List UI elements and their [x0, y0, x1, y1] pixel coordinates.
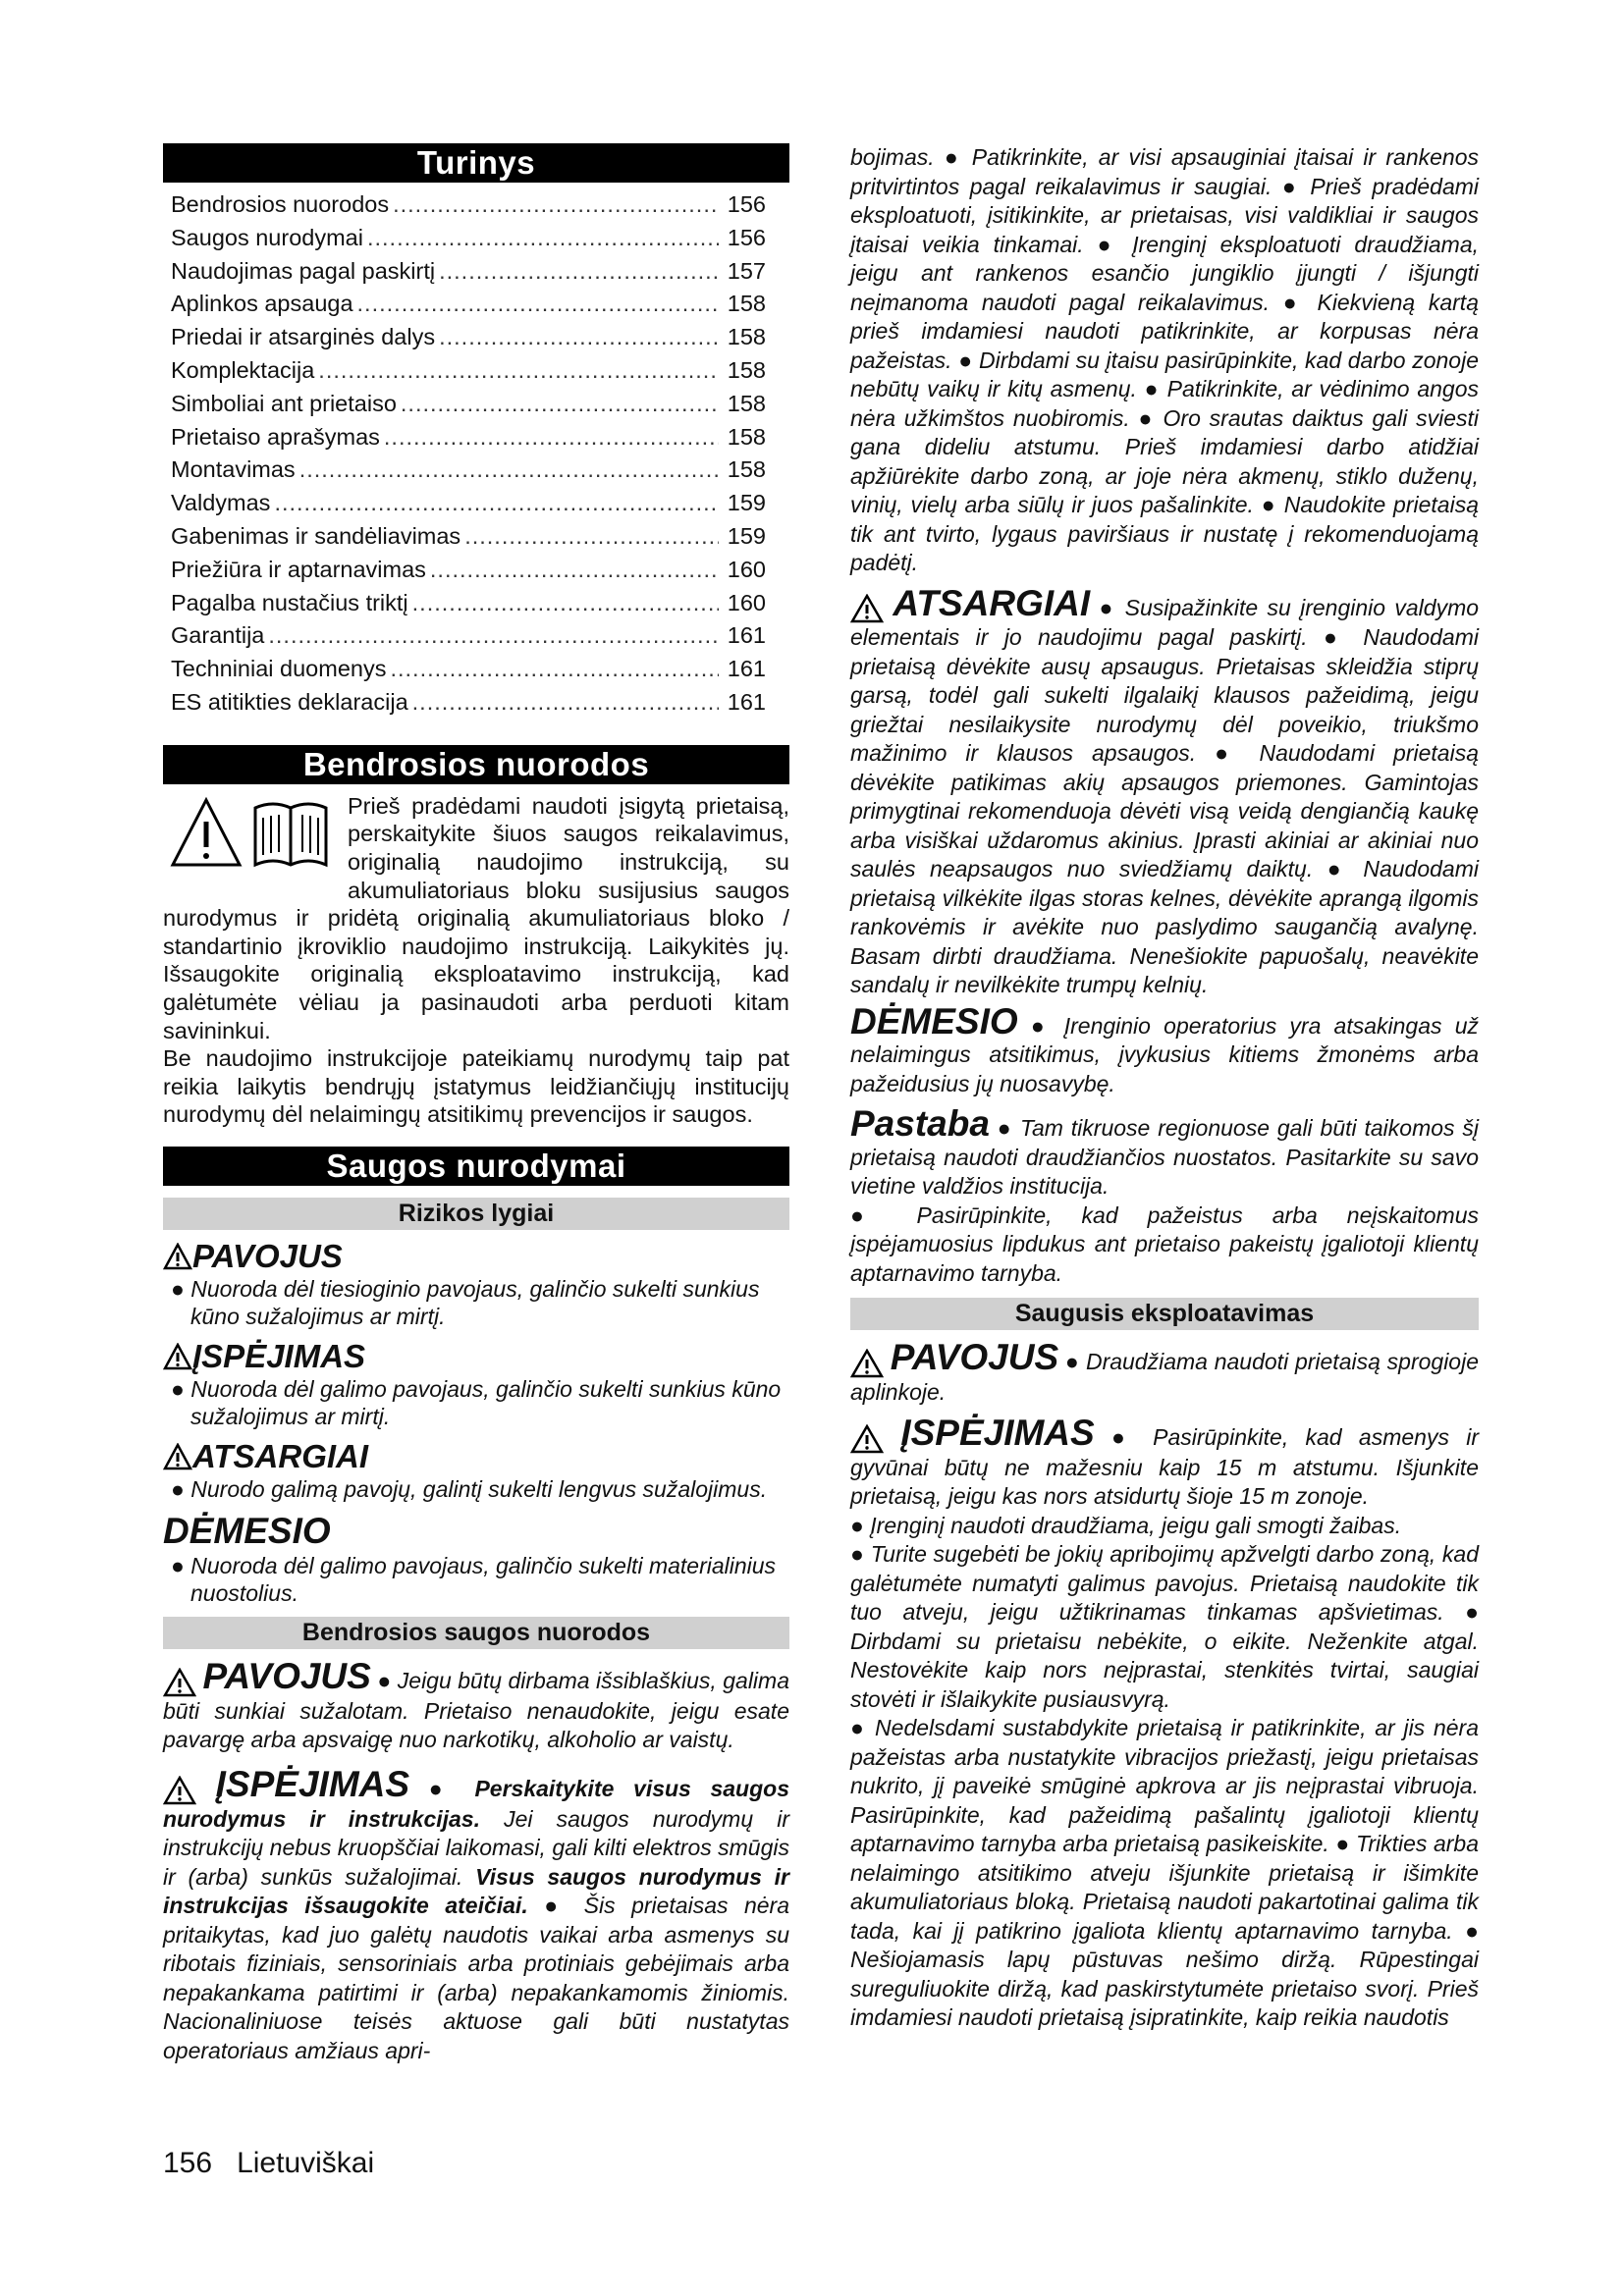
- risk-level-heading: ATSARGIAI: [192, 1437, 369, 1474]
- general-safety-title: Bendrosios saugos nuorodos: [163, 1617, 789, 1649]
- warning-triangle-icon: [850, 594, 884, 623]
- risk-level-caution: [163, 1438, 789, 1503]
- note-block: [850, 1103, 1480, 1201]
- notice-block: [850, 1000, 1480, 1099]
- toc-item[interactable]: Techniniai duomenys ..... 161: [163, 653, 789, 686]
- safe-danger-label: PAVOJUS: [890, 1337, 1059, 1378]
- safe-bullet-3: ● Nedelsdami sustabdykite prietaisą ir patikrinkite, ar jis nėra pažeistas arba nustatykite vibracijos priežastį, jeigu prietaisas nukrito, jį paveikė smūginė apkrova ar jis neįprastai vibruoja. Pasirūpinkite, kad pažeidimą pašalintų įgaliotoji klientų aptarnavimo tarnyba arba prietaisą pasikeiskite. ● Trikties arba nelaimingo atsitikimo atveju išjunkite prietaisą ir išimkite akumuliatoriaus bloką. Prietaisą naudoti pakartotinai galima tik tada, kai jį patikrino įgaliota klientų aptarnavimo tarnyba. ● Nešiojamasis lapų pūstuvas nešimo diržą. Rūpestingai sureguliuokite diržą, kad paskirstytumėte prietaiso svorį. Prieš imdamiesi naudoti prietaisą įsipratinkite, kaip reikia naudotis: [850, 1715, 1479, 2031]
- warning-triangle-icon: [850, 1349, 884, 1378]
- safe-operation-title: Saugusis eksploatavimas: [850, 1298, 1479, 1330]
- toc-item[interactable]: Aplinkos apsauga ..... 158: [163, 288, 789, 321]
- warning-bold-2: Visus saugos nurodymus ir instrukcijas išsaugokite ateičiai.: [163, 1863, 790, 1919]
- risk-level-heading: ĮSPĖJIMAS: [192, 1337, 366, 1374]
- toc-item[interactable]: Valdymas ..... 159: [163, 487, 789, 520]
- safe-danger-block: [850, 1337, 1480, 1407]
- safe-warning-block: [850, 1412, 1480, 1512]
- general-danger-block: [163, 1655, 789, 1755]
- risk-level-notice: [163, 1511, 789, 1607]
- toc-item[interactable]: Priedai ir atsarginės dalys ..... 158: [163, 321, 789, 354]
- manual-book-icon: [251, 794, 330, 873]
- left-column: [163, 143, 789, 2065]
- toc-item[interactable]: Naudojimas pagal paskirtį ..... 157: [163, 255, 789, 289]
- toc-list: [163, 188, 789, 720]
- note-text-2: ● Pasirūpinkite, kad pažeistus arba neįskaitomus įspėjamuosius lipdukus ant prietaiso pakeistų įgaliotoji klientų aptarnavimo tarnyba.: [850, 1201, 1479, 1286]
- caution-label: ATSARGIAI: [893, 582, 1091, 623]
- toc-item[interactable]: Pagalba nustačius triktį ..... 160: [163, 587, 789, 620]
- warning-bold-1: ● Perskaitykite visus saugos nurodymus ir instrukcijas.: [163, 1775, 789, 1832]
- notice-text: ● Įrenginio operatorius yra atsakingas už nelaimingus atsitikimus, įvykusius kitiems žmonėms arba pažeidusius jų nuosavybę.: [850, 1012, 1480, 1096]
- toc-item[interactable]: ES atitikties deklaracija ..... 161: [163, 686, 789, 720]
- risk-level-text: ● Nurodo galimą pavojų, galintį sukelti lengvus sužalojimus.: [171, 1475, 768, 1502]
- page-number: 156: [163, 2147, 213, 2179]
- safe-danger-text: ● Draudžiama naudoti prietaisą sprogioje aplinkoje.: [850, 1349, 1480, 1406]
- risk-level-text: ● Nuoroda dėl tiesioginio pavojaus, galinčio sukelti sunkius kūno sužalojimus ar mirtį.: [171, 1275, 760, 1329]
- toc-item[interactable]: Montavimas ..... 158: [163, 454, 789, 487]
- risk-level-text: ● Nuoroda dėl galimo pavojaus, galinčio sukelti materialinius nuostolius.: [171, 1552, 777, 1606]
- toc-item[interactable]: Prietaiso aprašymas ..... 158: [163, 421, 789, 454]
- warning-text-2: ● Šis prietaisas nėra pritaikytas, kad juo galėtų naudotis vaikai arba asmenys su ribotais fiziniais, sensoriniais arba protiniais gebėjimais arba nepakankama patirtimi ir (arba) nepakankamomis žiniomis. Nacionaliniuose teisės aktuose gali būti nustatytas operatoriaus amžiaus apri-: [163, 1893, 790, 2063]
- toc-item[interactable]: Gabenimas ir sandėliavimas ..... 159: [163, 520, 789, 554]
- warning-triangle-icon: [163, 1443, 192, 1470]
- intro-icons: [167, 792, 342, 877]
- risk-level-heading: PAVOJUS: [192, 1237, 343, 1274]
- caution-block: [850, 582, 1480, 1000]
- toc-title: Turinys: [163, 143, 789, 183]
- warning-text-1: Jei saugos nurodymų ir instrukcijų nebus kruopščiai laikomasi, gali kilti elektros smūgis ir (arba) sunkūs sužalojimai.: [163, 1805, 789, 1890]
- toc-item[interactable]: Bendrosios nuorodos ..... 156: [163, 188, 789, 222]
- risk-level-heading: DĖMESIO: [163, 1510, 331, 1551]
- safe-bullet-2: ● Turite sugebėti be jokių apribojimų apžvelgti darbo zoną, kad galėtumėte numatyti galimus pavojus. Prietaisą naudokite tik tuo atveju, jeigu užtikrinamas tinkamas apšvietimas. ● Dirbdami su prietaisu nebėkite, o eikite. Neženkite atgal. Nestovėkite kaip nors neįprastai, stenkitės tvirtai, saugiai stovėti ir išlaikykite pusiausvyrą.: [850, 1541, 1479, 1712]
- page-footer: [163, 2147, 374, 2180]
- notice-label: DĖMESIO: [850, 1000, 1018, 1041]
- danger-label: PAVOJUS: [202, 1655, 371, 1696]
- warning-triangle-icon: [163, 1776, 196, 1805]
- safe-warning-text: ● Pasirūpinkite, kad asmenys ir gyvūnai būtų ne mažesniu kaip 15 m atstumu. Išjunkite prietaisą, jeigu kas nors atsidurtų šioje 15 m zonoje.: [850, 1423, 1480, 1510]
- caution-text: ● Susipažinkite su įrenginio valdymo elementais ir jo naudojimu pagal paskirtį. ● Naudodami prietaisą dėvėkite ausų apsaugus. Prietaisas skleidžia stiprų garsą, todėl gali sukelti ilgalaikį klausos pažeidimą, jeigu griežtai nesilaikysite nurodymų dėl poveikio, triukšmo mažinimo ir klausos apsaugos. ● Naudodami prietaisą dėvėkite patikimas akių apsaugos priemones. Gamintojas primygtinai rekomenduoja dėvėti visą veidą dengiančią kaukę arba visiškai uždaromus akinius. Įprasti akiniai ar akiniai nuo saulės neapsaugos nuo sviedžiamų daiktų. ● Naudodami prietaisą vilkėkite ilgas storas kelnes, dėvėkite aprangą ilgomis rankovėmis ir avėkite nuo paslydimo saugančią avalynę. Basam dirbti draudžiama. Nenešiokite papuošalų, neavėkite sandalų ir nevilkėkite trumpų kelnių.: [850, 594, 1480, 998]
- warning-label: ĮSPĖJIMAS: [215, 1763, 410, 1804]
- risk-levels-title: Rizikos lygiai: [163, 1198, 789, 1230]
- risk-level-text: ● Nuoroda dėl galimo pavojaus, galinčio sukelti sunkius kūno sužalojimus ar mirtį.: [171, 1375, 782, 1429]
- safety-section-title: Saugos nurodymai: [163, 1147, 789, 1186]
- warning-triangle-icon: [163, 1343, 192, 1370]
- right-column: [850, 143, 1479, 2033]
- toc-item[interactable]: Garantija ..... 161: [163, 619, 789, 653]
- note-label: Pastaba: [850, 1103, 990, 1145]
- toc-item[interactable]: Priežiūra ir aptarnavimas ..... 160: [163, 554, 789, 587]
- toc-item[interactable]: Saugos nurodymai ..... 156: [163, 222, 789, 255]
- general-text: Prieš pradėdami naudoti įsigytą prietaisą, perskaitykite šiuos saugos reikalavimus, originalią naudojimo instrukciją, su akumuliatoriaus bloku susijusius saugos nurodymus ir pridėtą originalią akumuliatoriaus bloko / standartinio įkroviklio naudojimo instrukciją. Laikykitės jų. Išsaugokite originalią eksploatavimo instrukciją, kad galėtumėte vėliau ja pasinaudoti arba perduoti kitam savininkui.: [163, 792, 789, 1043]
- warning-triangle-icon: [163, 1243, 192, 1270]
- warning-triangle-icon: [850, 1424, 884, 1454]
- continued-text: bojimas. ● Patikrinkite, ar visi apsauginiai įtaisai ir rankenos pritvirtintos pagal reikalavimus ir saugiai. ● Prieš pradėdami eksploatuoti, įsitikinkite, ar prietaisas, visi valdikliai ir saugos įtaisai veikia tinkamai. ● Įrenginį eksploatuoti draudžiama, jeigu ant rankenos esančio jungiklio įjungti / išjungti neįmanoma naudoti pagal reikalavimus. ● Kiekvieną kartą prieš imdamiesi naudoti patikrinkite, ar korpusas nėra pažeistas. ● Dirbdami su įtaisu pasirūpinkite, kad darbo zonoje nebūtų vaikų ir kitų asmenų. ● Patikrinkite, ar vėdinimo angos nėra užkimštos nuobiromis. ● Oro srautas daiktus gali sviesti gana dideliu atstumu. Prieš imdamiesi darbo atidžiai apžiūrėkite darbo zoną, ar joje nėra akmenų, stiklo duženų, vinių, vielų arba siūlų ir juos pašalinkite. ● Naudokite prietaisą tik ant tvirto, lygaus paviršiaus ir nustatę į rekomenduojamą padėtį.: [850, 144, 1479, 575]
- toc-item[interactable]: Simboliai ant prietaiso ..... 158: [163, 388, 789, 421]
- general-intro: [163, 792, 789, 1129]
- warning-triangle-icon: [163, 1668, 196, 1697]
- safe-bullet-1: ● Įrenginį naudoti draudžiama, jeigu gali smogti žaibas.: [850, 1512, 1402, 1538]
- risk-level-danger: [163, 1238, 789, 1330]
- note-text: ● Tam tikruose regionuose gali būti taikomos šį prietaisą naudoti draudžiančios nuostatos. Pasitarkite su savo vietine valdžios institucija.: [850, 1115, 1480, 1200]
- safe-warning-label: ĮSPĖJIMAS: [900, 1412, 1095, 1453]
- danger-text: ● Jeigu būtų dirbama išsiblaškius, galima būti sunkiai sužalotam. Prietaiso nenaudokite, jeigu esate pavargę arba apsvaigę nuo narkotikų, alkoholio ar vaistų.: [163, 1667, 789, 1753]
- toc-item[interactable]: Komplektacija ..... 158: [163, 354, 789, 388]
- general-warning-block: [163, 1763, 790, 2065]
- general-section-title: Bendrosios nuorodos: [163, 745, 789, 784]
- risk-level-warning: [163, 1338, 789, 1430]
- general-text-2: Be naudojimo instrukcijoje pateikiamų nurodymų taip pat reikia laikytis bendrųjų įstatymus leidžiančiųjų institucijų nurodymų dėl nelaimingų atsitikimų prevencijos ir saugos.: [163, 1045, 789, 1128]
- footer-language: Lietuviškai: [237, 2147, 375, 2179]
